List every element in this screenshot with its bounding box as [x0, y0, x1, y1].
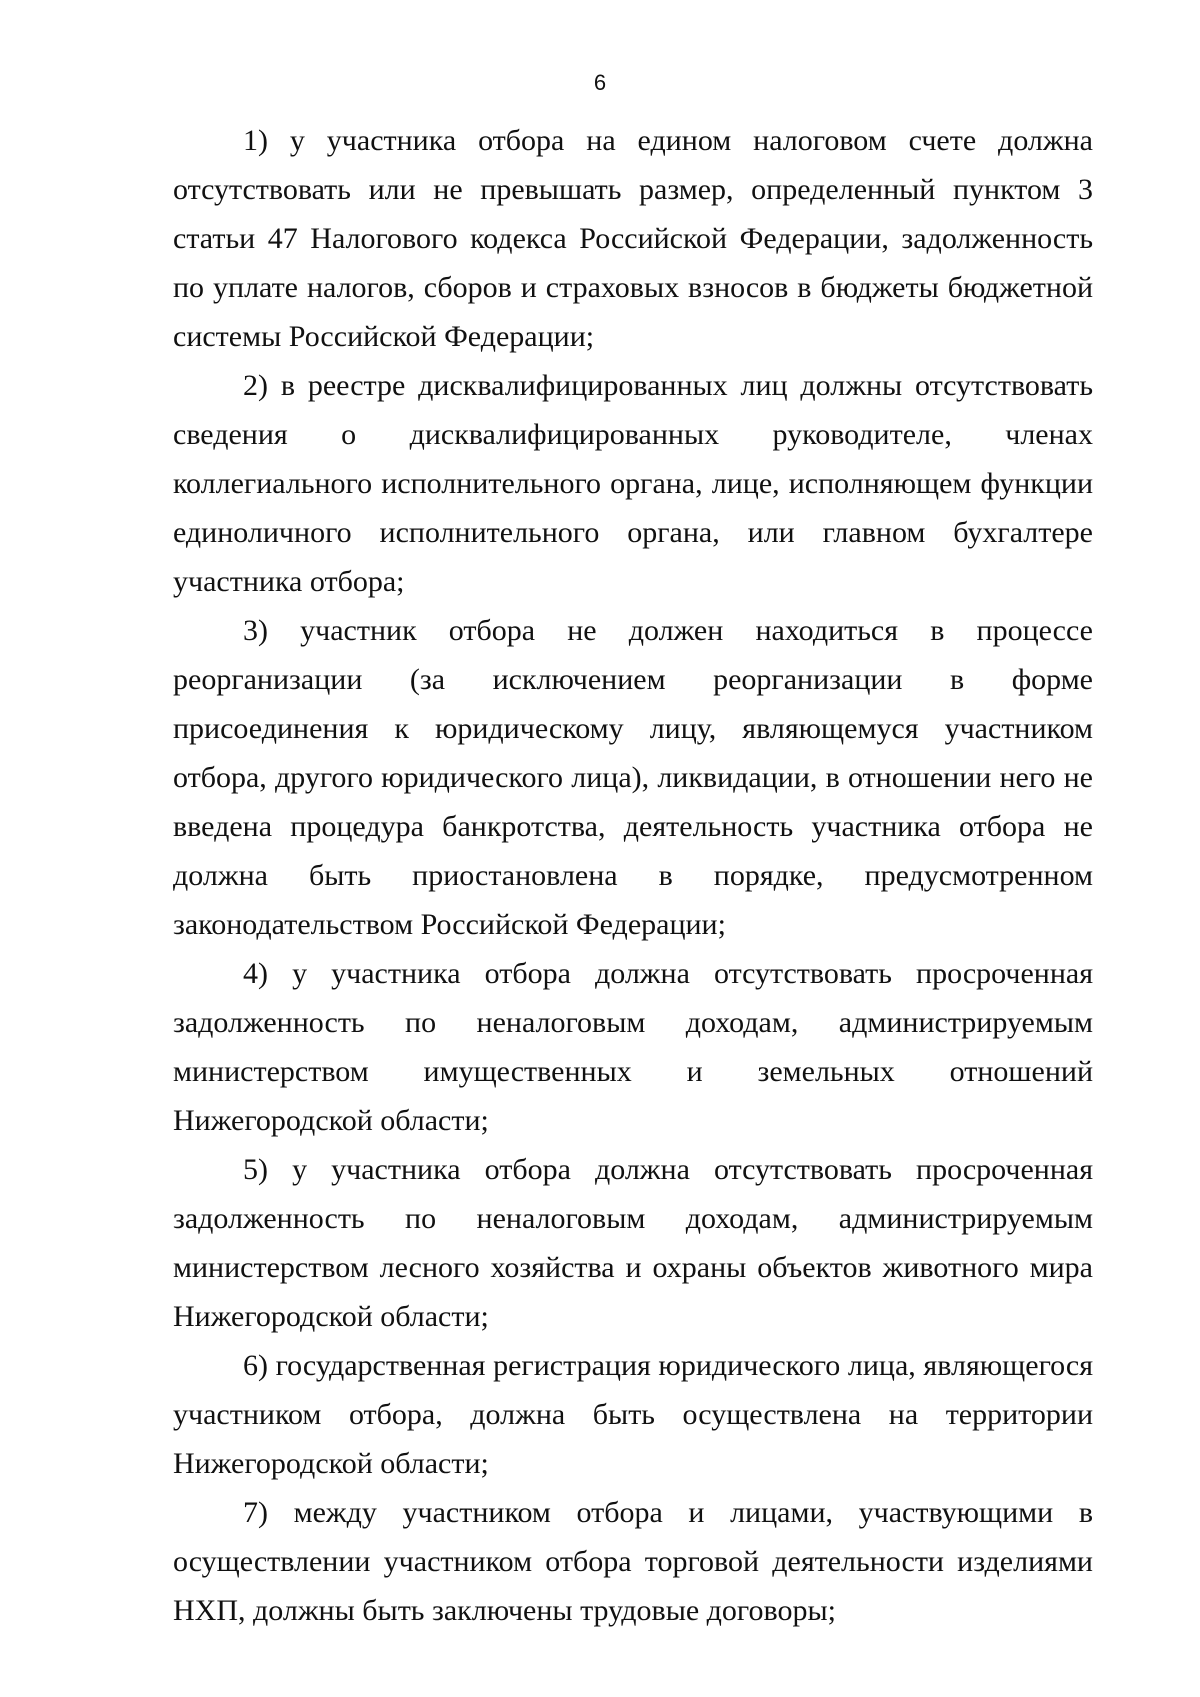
- paragraph-item-3: 3) участник отбора не должен находиться в процессе реорганизации (за исключением реорганизации в форме присоединения к юридическому лицу, являющемуся участником отбора, другого юридического лица), ликвидации, в отношении него не введена процедура банкротства, деятельность участника отбора не должна быть приостановлена в порядке, предусмотренном законодательством Российской Федерации;: [173, 614, 1093, 941]
- paragraph-item-4: 4) у участника отбора должна отсутствовать просроченная задолженность по неналоговым доходам, администрируемым министерством имущественных и земельных отношений Нижегородской области;: [173, 957, 1093, 1137]
- page-number: 6: [593, 70, 607, 95]
- paragraph-item-1: 1) у участника отбора на едином налоговом счете должна отсутствовать или не превышать размер, определенный пунктом 3 статьи 47 Налогового кодекса Российской Федерации, задолженность по уплате налогов, сборов и страховых взносов в бюджеты бюджетной системы Российской Федерации;: [173, 124, 1093, 353]
- paragraph-item-7: 7) между участником отбора и лицами, участвующими в осуществлении участником отбора торговой деятельности изделиями НХП, должны быть заключены трудовые договоры;: [173, 1496, 1093, 1627]
- paragraph-item-5: 5) у участника отбора должна отсутствовать просроченная задолженность по неналоговым доходам, администрируемым министерством лесного хозяйства и охраны объектов животного мира Нижегородской области;: [173, 1153, 1093, 1333]
- paragraph-item-2: 2) в реестре дисквалифицированных лиц должны отсутствовать сведения о дисквалифицированных руководителе, членах коллегиального исполнительного органа, лице, исполняющем функции единоличного исполнительного органа, или главном бухгалтере участника отбора;: [173, 369, 1093, 598]
- paragraph-item-6: 6) государственная регистрация юридического лица, являющегося участником отбора, должна быть осуществлена на территории Нижегородской области;: [173, 1349, 1093, 1480]
- document-body: [173, 116, 1093, 1635]
